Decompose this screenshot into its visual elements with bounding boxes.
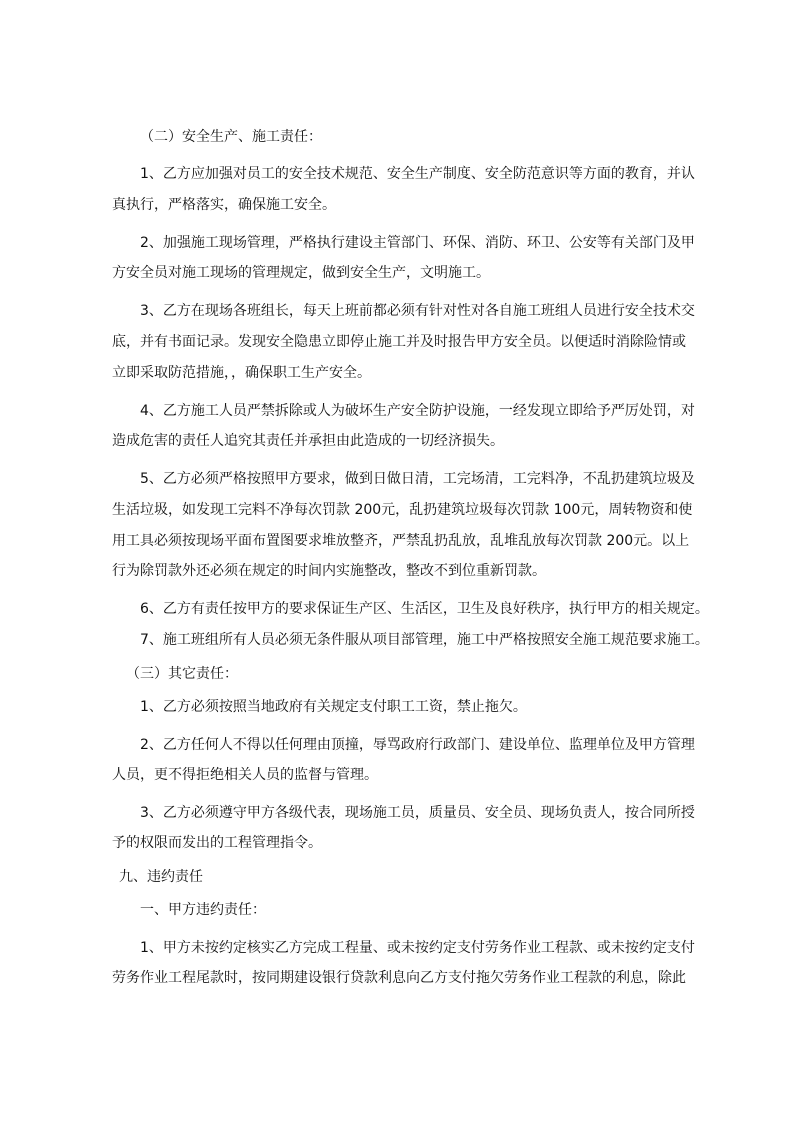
paragraph-line: 造成危害的责任人追究其责任并承担由此造成的一切经济损失。 — [112, 433, 504, 449]
paragraph-line: 人员，更不得拒绝相关人员的监督与管理。 — [112, 767, 378, 783]
paragraph-line: 1、乙方必须按照当地政府有关规定支付职工工资，禁止拖欠。 — [140, 699, 527, 715]
paragraph-line: 用工具必须按现场平面布置图要求堆放整齐，严禁乱扔乱放，乱堆乱放每次罚款 200元。以上 — [112, 533, 690, 549]
section-heading-breach: 九、违约责任 — [119, 869, 203, 885]
paragraph-line: 5、乙方必须严格按照甲方要求，做到日做日清，工完场清，工完料净，不乱扔建筑垃圾及 — [140, 471, 695, 487]
paragraph-line: 3、乙方在现场各班组长，每天上班前都必须有针对性对各自施工班组人员进行安全技术交 — [140, 303, 695, 319]
paragraph-line: 4、乙方施工人员严禁拆除或人为破坏生产安全防护设施，一经发现立即给予严厉处罚，对 — [140, 403, 695, 419]
paragraph-line: 立即采取防范措施，，确保职工生产安全。 — [112, 365, 371, 381]
paragraph-line: 真执行，严格落实，确保施工安全。 — [112, 197, 336, 213]
paragraph-line: 3、乙方必须遵守甲方各级代表，现场施工员，质量员、安全员、现场负责人，按合同所授 — [140, 805, 695, 821]
paragraph-line: 6、乙方有责任按甲方的要求保证生产区、生活区，卫生及良好秩序，执行甲方的相关规定。 — [140, 601, 709, 617]
section-heading-safety: （二）安全生产、施工责任： — [140, 129, 322, 145]
paragraph-line: 方安全员对施工现场的管理规定，做到安全生产，文明施工。 — [112, 265, 490, 281]
paragraph-line: 2、乙方任何人不得以任何理由顶撞，辱骂政府行政部门、建设单位、监理单位及甲方管理 — [140, 737, 695, 753]
paragraph-line: 予的权限而发出的工程管理指令。 — [112, 835, 322, 851]
paragraph-line: 底，并有书面记录。发现安全隐患立即停止施工并及时报告甲方安全员。以便适时消除险情或 — [112, 334, 686, 350]
paragraph-line: 2、加强施工现场管理，严格执行建设主管部门、环保、消防、环卫、公安等有关部门及甲 — [140, 235, 695, 251]
subsection-heading: 一、甲方违约责任： — [140, 902, 266, 918]
paragraph-line: 1、甲方未按约定核实乙方完成工程量、或未按约定支付劳务作业工程款、或未按约定支付 — [140, 940, 695, 956]
paragraph-line: 劳务作业工程尾款时，按同期建设银行贷款利息向乙方支付拖欠劳务作业工程款的利息，除此 — [112, 970, 686, 986]
paragraph-line: 行为除罚款外还必须在规定的时间内实施整改，整改不到位重新罚款。 — [112, 563, 546, 579]
paragraph-line: 7、施工班组所有人员必须无条件服从项目部管理，施工中严格按照安全施工规范要求施工。 — [140, 632, 709, 648]
section-heading-other: （三）其它责任： — [126, 666, 238, 682]
paragraph-line: 生活垃圾，如发现工完料不净每次罚款 200元，乱扔建筑垃圾每次罚款 100元，周转物资和使 — [112, 502, 693, 518]
paragraph-line: 1、乙方应加强对员工的安全技术规范、安全生产制度、安全防范意识等方面的教育，并认 — [140, 166, 695, 182]
